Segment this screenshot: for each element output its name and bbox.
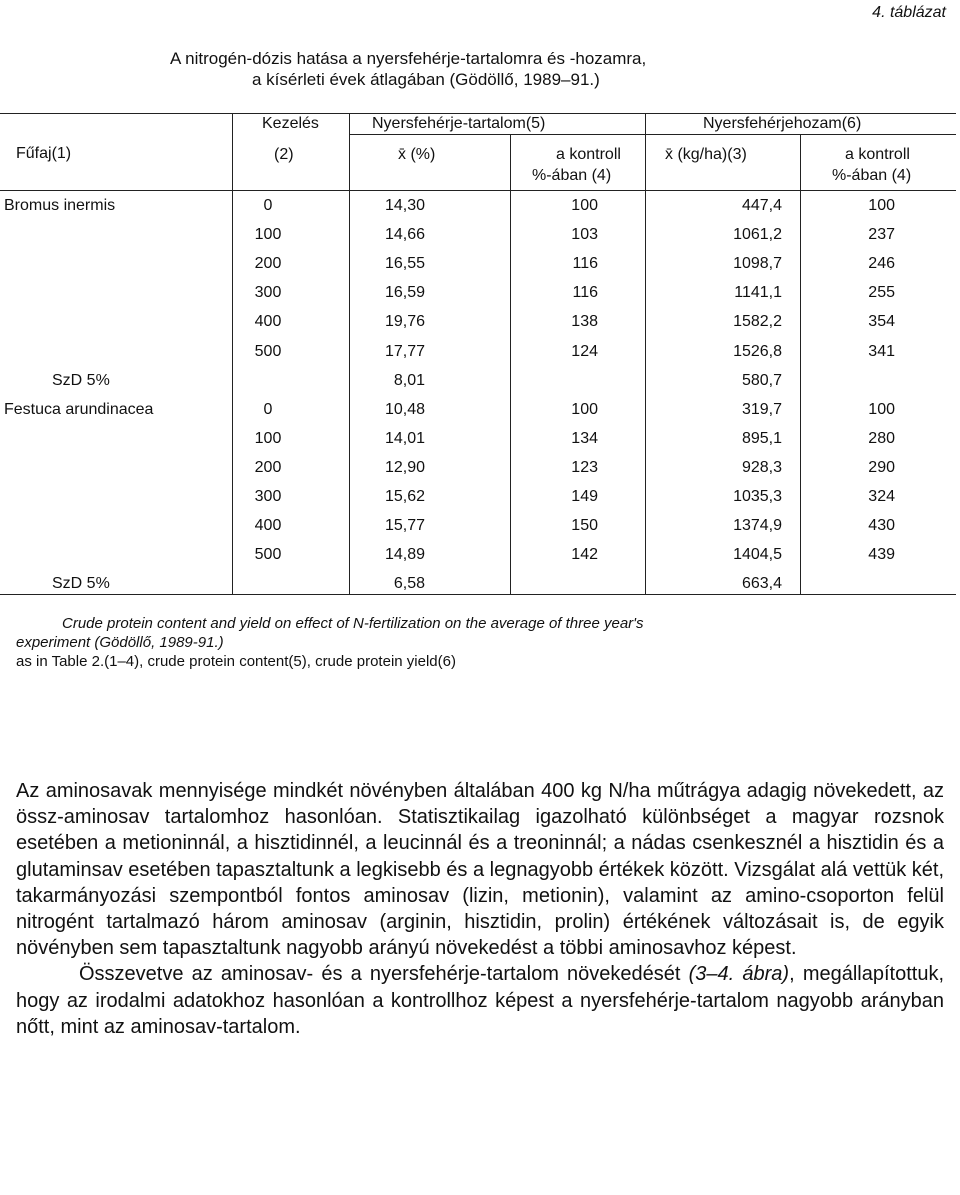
cell-yield: 447,4 <box>741 197 782 214</box>
cell-yield-rel: 430 <box>868 517 895 535</box>
header-content-rel-line-2: %-ában (4) <box>532 167 612 184</box>
header-content-group: Nyersfehérje-tartalom(5) <box>372 115 546 132</box>
cell-content-pct: 17,77 <box>384 342 425 360</box>
cell-content-rel: 138 <box>571 313 598 331</box>
cell-content-pct: 14,66 <box>384 226 425 244</box>
cell-content-pct: 12,90 <box>384 458 425 476</box>
cell-content-pct: 16,59 <box>384 284 425 302</box>
cell-treatment: 0 <box>263 400 273 418</box>
table-number: 4. táblázat <box>872 4 946 21</box>
paragraph-1: Az aminosavak mennyisége mindkét növényben általában 400 kg N/ha műtrágya adagig növekedett, az össz-aminosav tartalomhoz hasonlóan. Statisztikailag igazolható különbséget a magyar rozsnok esetében a metioninnál, a hisztidinnél, a leucinnál és a treoninnál; a nádas csenkesznél a hisztidin és a glutaminsav esetében tapasztaltunk a legkisebb és a legnagyobb értékek között. Vizsgálat alá vettük két, takarmányozási szempontból fontos aminosav (lizin, metionin), valamint az amino-csoporton felül nitrogént tartalmazó három aminosav (arginin, hisztidin, prolin) értékének változásait is, de egyik növényben sem tapasztaltunk nagyobb arányú növekedést a többi aminosavhoz képest. <box>16 780 944 960</box>
cell-treatment: 500 <box>254 342 282 360</box>
paragraph-2 <box>16 961 944 1040</box>
header-treatment-ref: (2) <box>274 146 294 163</box>
cell-yield: 1582,2 <box>733 313 782 331</box>
cell-species: Bromus inermis <box>4 197 116 214</box>
cell-species: Festuca arundinacea <box>4 400 154 418</box>
cell-content-pct: 16,55 <box>384 255 425 273</box>
header-bottom-rule <box>0 190 956 191</box>
cell-content-rel: 124 <box>571 342 598 360</box>
cell-content-rel: 103 <box>571 226 598 244</box>
cell-content-pct: 14,89 <box>384 546 425 564</box>
cell-treatment: 500 <box>254 546 282 564</box>
divider-groups <box>645 114 646 595</box>
cell-yield: 319,7 <box>741 400 782 418</box>
cell-yield-rel: 290 <box>868 458 895 476</box>
cell-content-pct: 14,30 <box>384 197 425 214</box>
cell-treatment: 400 <box>254 517 282 535</box>
cell-content-pct: 19,76 <box>384 313 425 331</box>
cell-content-rel: 100 <box>571 197 598 214</box>
cell-yield: 1035,3 <box>733 488 782 505</box>
table-title-line-1: A nitrogén-dózis hatása a nyersfehérje-tartalomra és -hozamra, <box>170 49 647 68</box>
cell-content-rel: 116 <box>572 255 598 273</box>
cell-content-rel: 123 <box>571 458 598 476</box>
cell-yield: 1404,5 <box>733 546 782 564</box>
cell-treatment: 200 <box>254 255 282 273</box>
divider-treatment <box>349 114 350 595</box>
caption-english-line-1: Crude protein content and yield on effect of N-fertilization on the average of three year's <box>62 615 644 632</box>
divider-species <box>232 114 233 595</box>
cell-yield-rel: 324 <box>868 488 895 505</box>
caption-english-line-2: experiment (Gödöllő, 1989-91.) <box>16 634 224 651</box>
body-text <box>16 778 944 1040</box>
cell-treatment: 300 <box>254 284 282 302</box>
table-title-line-2: a kísérleti évek átlagában (Gödöllő, 1989–91.) <box>252 70 600 89</box>
cell-species: SzD 5% <box>52 371 110 389</box>
cell-yield: 895,1 <box>741 429 782 447</box>
cell-content-rel: 149 <box>571 488 598 505</box>
cell-yield: 1141,1 <box>734 284 782 302</box>
cell-content-rel: 134 <box>571 429 598 447</box>
cell-content-rel: 100 <box>571 400 598 418</box>
cell-content-rel: 150 <box>571 517 598 535</box>
cell-yield-rel: 100 <box>868 400 895 418</box>
cell-content-pct: 6,58 <box>393 575 425 593</box>
table-title <box>170 48 730 90</box>
figure-reference: (3–4. ábra) <box>688 963 790 986</box>
cell-content-rel: 116 <box>572 284 598 302</box>
cell-yield-rel: 237 <box>868 226 895 244</box>
cell-treatment: 100 <box>254 226 282 244</box>
group-rule-content <box>349 134 645 135</box>
cell-content-pct: 8,01 <box>393 371 425 389</box>
cell-yield-rel: 341 <box>868 342 895 360</box>
header-yield-rel-line-1: a kontroll <box>845 146 910 163</box>
cell-treatment: 0 <box>263 197 273 214</box>
cell-content-rel: 142 <box>571 546 598 564</box>
table-caption <box>16 614 956 671</box>
cell-treatment: 300 <box>254 488 282 505</box>
cell-treatment: 400 <box>254 313 282 331</box>
paragraph-2-end: , megállapítottuk, hogy az irodalmi adatokhoz hasonlóan a kontrollhoz képest a nyersfehérje-tartalom nagyobb arányban nőtt, mint az aminosav-tartalom. <box>16 963 945 1038</box>
cell-content-pct: 10,48 <box>384 400 425 418</box>
divider-yield-sub <box>800 135 801 595</box>
divider-content-sub <box>510 135 511 595</box>
cell-content-pct: 14,01 <box>384 429 425 447</box>
cell-yield: 1061,2 <box>733 226 782 244</box>
cell-treatment: 200 <box>254 458 282 476</box>
cell-yield: 1098,7 <box>733 255 782 273</box>
cell-yield-rel: 100 <box>868 197 895 214</box>
cell-yield-rel: 255 <box>868 284 895 302</box>
cell-yield-rel: 354 <box>868 313 895 331</box>
cell-treatment: 100 <box>254 429 282 447</box>
cell-yield-rel: 280 <box>868 429 895 447</box>
caption-legend: as in Table 2.(1–4), crude protein content(5), crude protein yield(6) <box>16 653 456 670</box>
cell-yield: 663,4 <box>741 575 782 593</box>
header-yield-group: Nyersfehérjehozam(6) <box>703 115 862 132</box>
header-yield-value: x̄ (kg/ha)(3) <box>665 146 747 163</box>
cell-species: SzD 5% <box>52 575 110 593</box>
cell-yield: 928,3 <box>741 458 782 476</box>
cell-yield-rel: 439 <box>868 546 895 564</box>
cell-content-pct: 15,62 <box>384 488 425 505</box>
paragraph-2-start: Összevetve az aminosav- és a nyersfehérje-tartalom növekedését <box>79 963 689 986</box>
cell-yield: 580,7 <box>741 371 782 389</box>
header-yield-rel-line-2: %-ában (4) <box>832 167 912 184</box>
cell-yield-rel: 246 <box>868 255 895 273</box>
table-bottom-rule <box>0 594 956 595</box>
cell-yield: 1526,8 <box>733 342 782 360</box>
header-content-pct: x̄ (%) <box>398 146 436 163</box>
cell-content-pct: 15,77 <box>384 517 425 535</box>
header-content-rel-line-1: a kontroll <box>556 146 621 163</box>
header-species: Fűfaj(1) <box>16 145 72 162</box>
header-treatment: Kezelés <box>262 115 319 132</box>
cell-yield: 1374,9 <box>733 517 782 535</box>
